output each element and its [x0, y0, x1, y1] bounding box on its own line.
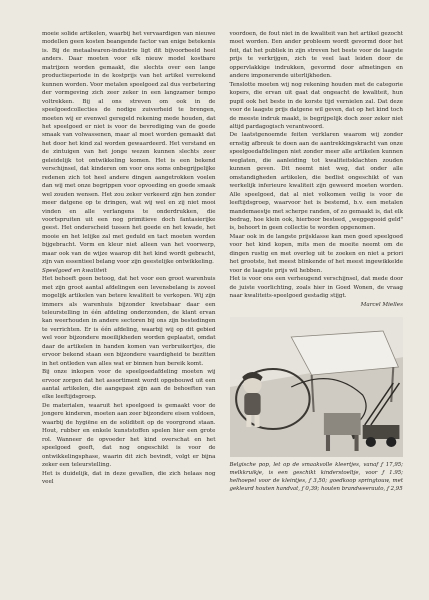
paragraph: Maar ook in de langste prijsklasse kan men goed speelgoed voor het kind kopen, mits men de moeite neemt om de dingen rustig en met overleg uit te zoeken en niet a priori het grootste, het meest blinkende of het meest ingewikkelde voor de laagste prijs wil hebben. — [229, 233, 403, 274]
right-column — [230, 30, 404, 493]
section-heading: Speelgoed en kwaliteit — [42, 267, 107, 274]
paragraph: Het behoeft geen betoog, dat het voor een groot warenhuis met zijn groot aantal afdelingen een levensbelang is zoveel mogelijk artikelen van betere kwaliteit te verkopen. Wij zijn immers als warenhuis bijzonder kwetsbaar daar een teleurstelling in één afdeling onderzonden, de klant ervan kan weerhouden in andere sectoren bij ons zijn bestedingen te verrichten. Er is één afdeling, waarbij wij op dit gebied wel voor bijzondere moeilijkheden worden geplaatst, omdat daar de artikelen in handen komen van verbruikertjes, die ervoor bekend staan een bijzondere vaardigheid te bezitten in het ontleden van alles wat er binnen hun bereik komt. — [42, 276, 216, 367]
article-columns — [42, 30, 403, 493]
paragraph: Het is duidelijk, dat in deze gevallen, die zich helaas nog veel — [42, 470, 216, 486]
author-signature: Marcel Mielles — [360, 301, 403, 308]
paragraph: Bij onze inkopen voor de speelgoedafdeling moeten wij ervoor zorgen dat het assortiment wordt opgebouwd uit een aantal artikelen, die aangepast zijn aan de behoeften van elke leeftijdsgroep. — [42, 369, 216, 401]
toys-photo-illustration — [230, 317, 404, 457]
photo-caption: Belgische pop, let op de smaakvolle kleertjes, vanaf ƒ 17,95; melkkruikje, is een geschikt kinderstoeltje, voor ƒ 1.95; helhoepel voor de kleintjes, ƒ 3,50; goedkoop springtouw, met gekleurd houten handvat, ƒ 0,39; houten brandweerauto, ƒ 2,95 — [229, 461, 403, 492]
paragraph: De laatstgenoemde feiten verklaren waarom wij zonder ernstig afbreuk te doen aan de aantrekkingskracht van onze speelgoedafdelingen niet zonder meer alle artikelen kunnen weglaten, die aanleiding tot kwaliteitsklachten zouden kunnen geven. Dit neemt niet weg, dat onder alle omstandigheden artikelen, die bedlist ongeschikt of van werkelijk inferieure kwaliteit zijn geweerd moeten worden. Alle speelgoed, dat al niet volkomen veilig is voor de leeftijdsgroep, waarvoor het is bestemd, b.v. een metalen mandemaestje met scherpe randen, of zo gemaakt is, dat elk bedrag, hoe klein ook, hierboor besteed, „weggegooid geld" is, behoort in geen collectie te worden opgenomen. — [229, 132, 403, 232]
toys-photo — [230, 317, 404, 457]
paragraph: De materialen, waaruit het speelgoed is gemaakt voor de jongere kinderen, moeten aan zeer bijzondere eisen voldoen, waarbij de hygiëne en de soliditeit op de voorgrond staan. Hout, rubber en enkele kunststoffen spelen hier een grote rol. Wanneer de opvoeder het kind overschat en het speelgoed geeft, dat nog ongeschikt is voor de ontwikkelingsphase, waarin dit zich bevindt, volgt er bijna zeker een teleurstelling. — [42, 402, 216, 469]
paragraph: Tenslotte moeten wij nog rekening houden met de categorie kopers, die ervan uit gaat dat ongeacht de kwaliteit, hun pupil ook het beste in de korste tijd vernielen zal. Dat deze voor de laagste prijs datgene wil geven, dat op het kind toch de meeste indruk maakt, is begrijpelijk doch zeer zeker niet altijd pardagogisch verantwoord. — [229, 81, 403, 130]
paragraph: voordoen, de fout niet in de kwaliteit van het artikel gezocht moet worden. Een ander probleem wordt gevormd door het feit, dat het publiek in zijn streven het beste voor de laagste prijs te verkrijgen, zich te veel laat leiden door de oppervlakkige indrukken, gevormd door afmetingen en andere imponerende uiterlijkheden. — [229, 31, 403, 80]
paragraph: moeie solide artikelen, waarbij het vervaardigen van nieuwe modellen geen kosten beangende factor van enige betekenis is. Bij de metaalwaren-industrie ligt dit bijvoorbeeld heel anders. Daar moeten voor elk nieuw model kostbare matrijzen worden gemaakt, die slechts over een lange productieperiode in de kostprijs van het artikel verrekend kunnen worden. Voor metalen speelgoed zal dus verbetering der vormgeving zich zeer zeker in een langzamer tempo voltrekken. Bij al ons streven om ook in de speelgoedcollecties de nodige zuiverheid te brengen, moeten wij er evenwel geregeld rekening mede houden, dat het speelgoed er niet is voor de bevrediging van de goede smaak van volwassenen, maar al moet worden gemaakt dat het door het kind zal worden gewaardeerd. Het verstand en de zintuigen van het jonge wezen kunnen slechts zeer geleidelijk tot ontwikkeling komen. Het is een bekend verschijnsel, dat kinderen om voor ons soms onbegrijpelijke redenen zich tot heel andere dingen aangetrokken voelen dan wij met onze begrippen voor opvoeding en goede smaak wel zouden wensen. Het zou zeker verkeerd zijn hen zonder meer datgene op te dringen, wat wij wel en zij niet mooi vinden en alle verlangens te onderdrukken, die voortspruiten uit een nog primitieve doch fantasierijke geest. Het onderscheid tussen het goede en het kwade, het mooie en het lelijke zal met geduld en tact moeten worden bijgebracht. Vorm en kleur niet alleen van het voorwerp, maar ook van de wijze waarop dit het kind wordt gebracht, zijn van essentieel belang voor zijn geestelijke ontwikkeling. — [42, 31, 216, 266]
left-column — [42, 30, 216, 493]
paragraph: Het is voor ons een verheugend verschijnsel, dat mede door de juiste voorlichting, zoals hier in Goed Wonen, de vraag naar kwaliteits-speelgoed gestadig stijgt. — [229, 276, 403, 300]
